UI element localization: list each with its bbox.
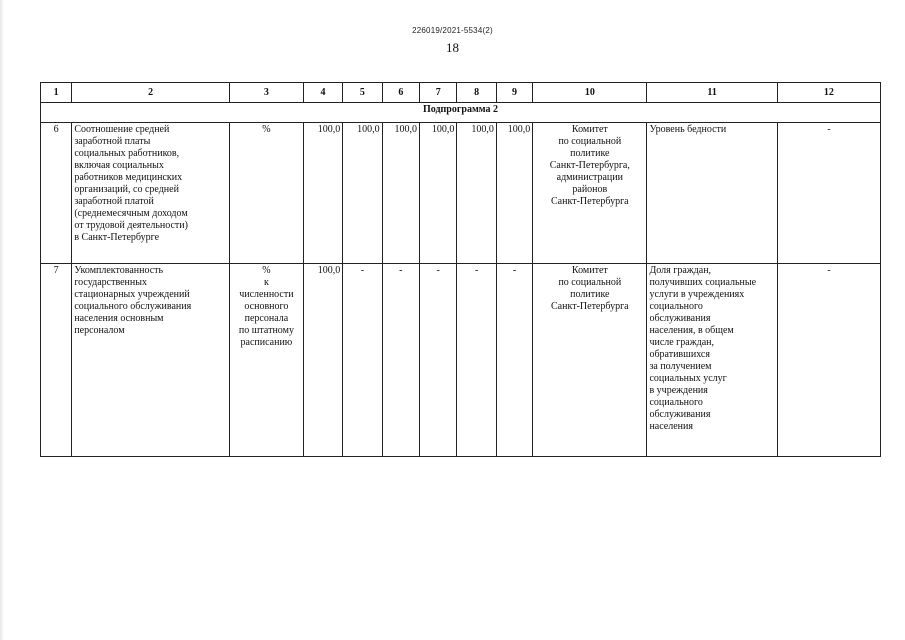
column-header: 12: [777, 83, 880, 103]
scan-edge: [0, 0, 4, 640]
link-text: Доля граждан, получивших социальные услуги в учреждениях социального обслуживания населения, в общем числе граждан, обратившихся за получением социальных услуг в учреждения социального обслуживания населения: [649, 265, 757, 432]
value-cell: -: [420, 264, 457, 457]
unit-cell: [230, 123, 304, 264]
indicator-name: [72, 264, 230, 457]
subprogram-row: [41, 103, 881, 123]
executor-text: Комитет по социальной политике Санкт-Петербурга: [551, 265, 629, 312]
column-header: 7: [420, 83, 457, 103]
value-cell: 100,0: [303, 264, 342, 457]
column-header: 2: [72, 83, 230, 103]
table-row: [41, 123, 881, 264]
document-id: 226019/2021-5534(2): [412, 26, 493, 35]
value-cell: -: [457, 264, 496, 457]
indicator-text: Укомплектованность государственных стационарных учреждений социального обслуживания населения основным персоналом: [74, 265, 192, 336]
link-text: Уровень бедности: [649, 124, 727, 135]
value-cell: -: [496, 264, 532, 457]
column-header: 11: [647, 83, 777, 103]
value-cell: 100,0: [382, 123, 419, 264]
column-header: 8: [457, 83, 496, 103]
link-cell: [647, 123, 777, 264]
indicator-name: [72, 123, 230, 264]
note-cell: -: [777, 264, 880, 457]
indicator-text: Соотношение средней заработной платы социальных работников, включая социальных работников медицинских организаций, со средней заработной платой (среднемесячным доходом от трудовой деятельности) в Санкт-Петербурге: [74, 124, 188, 243]
column-header: 6: [382, 83, 419, 103]
value-cell: 100,0: [496, 123, 532, 264]
column-header: 1: [41, 83, 72, 103]
value-cell: 100,0: [420, 123, 457, 264]
unit-text: %: [262, 124, 271, 135]
link-cell: [647, 264, 777, 457]
executor-cell: [533, 264, 647, 457]
row-number: 7: [41, 264, 72, 457]
value-cell: -: [382, 264, 419, 457]
column-header: 9: [496, 83, 532, 103]
value-cell: 100,0: [457, 123, 496, 264]
column-header: 5: [343, 83, 382, 103]
executor-text: Комитет по социальной политике Санкт-Петербурга, администрации районов Санкт-Петербурга: [549, 124, 630, 207]
table-row: [41, 264, 881, 457]
value-cell: 100,0: [303, 123, 342, 264]
column-header: 10: [533, 83, 647, 103]
unit-text: % к численности основного персонала по штатному расписанию: [238, 265, 294, 348]
subprogram-title: Подпрограмма 2: [41, 103, 881, 123]
column-header: 3: [230, 83, 304, 103]
column-header: 4: [303, 83, 342, 103]
row-number: 6: [41, 123, 72, 264]
page-number: 18: [446, 40, 459, 55]
value-cell: 100,0: [343, 123, 382, 264]
unit-cell: [230, 264, 304, 457]
note-cell: -: [777, 123, 880, 264]
indicators-table: [40, 82, 881, 457]
value-cell: -: [343, 264, 382, 457]
header-row: [41, 83, 881, 103]
executor-cell: [533, 123, 647, 264]
